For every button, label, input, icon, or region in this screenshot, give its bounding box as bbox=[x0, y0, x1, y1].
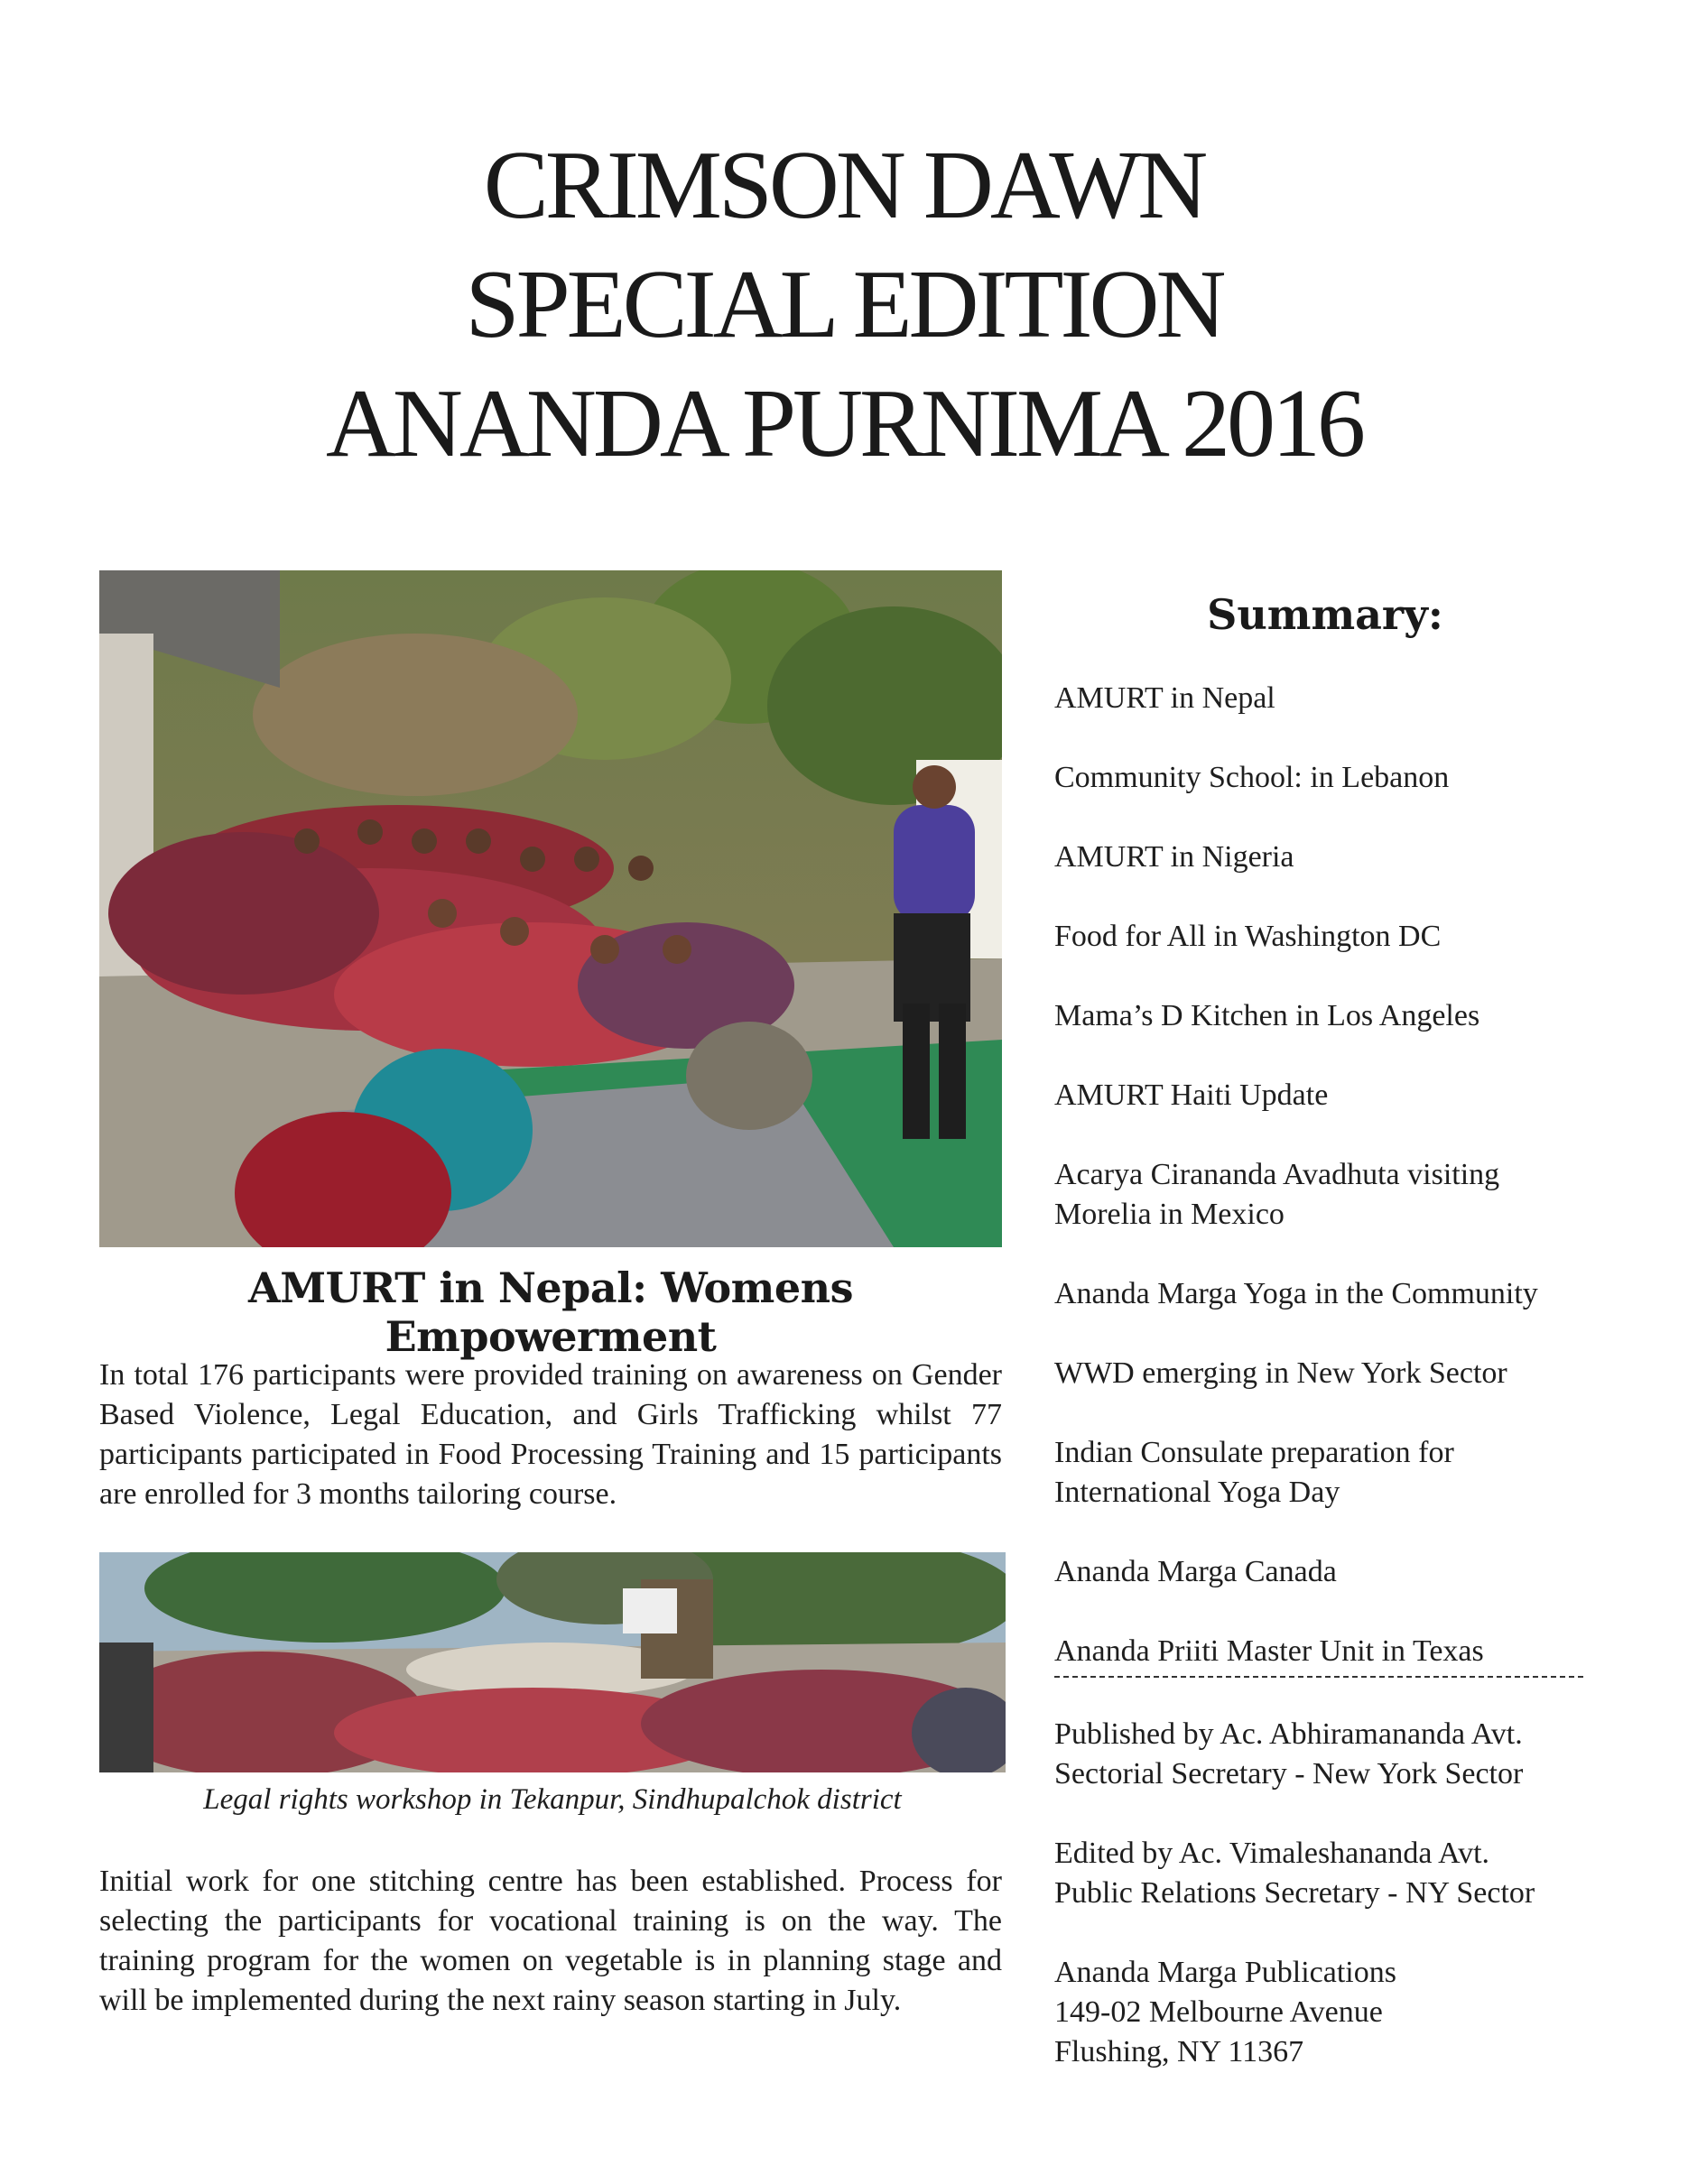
summary-item: Ananda Priiti Master Unit in Texas bbox=[1054, 1634, 1484, 1668]
summary-item: Indian Consulate preparation for International Yoga Day bbox=[1054, 1436, 1454, 1509]
article-paragraph-1: In total 176 participants were provided training on awareness on Gender Based Violence, Legal Education, and Girls Trafficking whilst 77 participants participated in Food Processing Training and 15 participants are enrolled for 3 months tailoring course. bbox=[99, 1358, 1002, 1511]
summary-item: Community School: in Lebanon bbox=[1054, 761, 1450, 794]
workshop-photo-graphic bbox=[99, 570, 1002, 1247]
article-paragraph-2: Initial work for one stitching centre has been established. Process for selecting the participants for vocational training is on the way. The training program for the women on vegetable is in planning stage and will be implemented during the next rainy season starting in July. bbox=[99, 1865, 1002, 2017]
dashed-divider bbox=[1054, 1676, 1583, 1678]
masthead-line-2: SPECIAL EDITION bbox=[465, 251, 1223, 358]
article-title: AMURT in Nepal: Womens Empowerment bbox=[248, 1263, 853, 1361]
publisher-address bbox=[1054, 1953, 1596, 2072]
summary-item: Ananda Marga Yoga in the Community bbox=[1054, 1277, 1538, 1310]
summary-item: AMURT in Nepal bbox=[1054, 681, 1275, 715]
summary-item: AMURT Haiti Update bbox=[1054, 1078, 1329, 1112]
summary-list bbox=[1054, 679, 1596, 1711]
published-by-line-2: Sectorial Secretary - New York Sector bbox=[1054, 1757, 1524, 1791]
edited-by-line-2: Public Relations Secretary - NY Sector bbox=[1054, 1876, 1535, 1910]
masthead-line-3: ANANDA PURNIMA 2016 bbox=[325, 370, 1363, 477]
address-line-3: Flushing, NY 11367 bbox=[1054, 2035, 1304, 2068]
summary-heading: Summary: bbox=[1207, 590, 1443, 639]
legal-workshop-photo-graphic bbox=[99, 1552, 1006, 1772]
masthead bbox=[0, 126, 1688, 484]
article-photo-main bbox=[99, 570, 1002, 1247]
masthead-line-1: CRIMSON DAWN bbox=[483, 132, 1205, 239]
article-photo-wide bbox=[99, 1552, 1006, 1772]
summary-item: Mama’s D Kitchen in Los Angeles bbox=[1054, 999, 1480, 1032]
summary-item: AMURT in Nigeria bbox=[1054, 840, 1294, 874]
summary-item: WWD emerging in New York Sector bbox=[1054, 1356, 1507, 1390]
edited-by bbox=[1054, 1834, 1596, 1913]
address-line-1: Ananda Marga Publications bbox=[1054, 1956, 1396, 1989]
summary-item: Food for All in Washington DC bbox=[1054, 920, 1442, 953]
summary-item: Acarya Cirananda Avadhuta visiting Morelia in Mexico bbox=[1054, 1158, 1500, 1231]
edited-by-line-1: Edited by Ac. Vimaleshananda Avt. bbox=[1054, 1837, 1490, 1870]
address-line-2: 149-02 Melbourne Avenue bbox=[1054, 1995, 1383, 2029]
summary-item: Ananda Marga Canada bbox=[1054, 1555, 1337, 1588]
published-by bbox=[1054, 1715, 1596, 1794]
photo-caption: Legal rights workshop in Tekanpur, Sindhupalchok district bbox=[203, 1783, 902, 1816]
published-by-line-1: Published by Ac. Abhiramananda Avt. bbox=[1054, 1717, 1523, 1751]
